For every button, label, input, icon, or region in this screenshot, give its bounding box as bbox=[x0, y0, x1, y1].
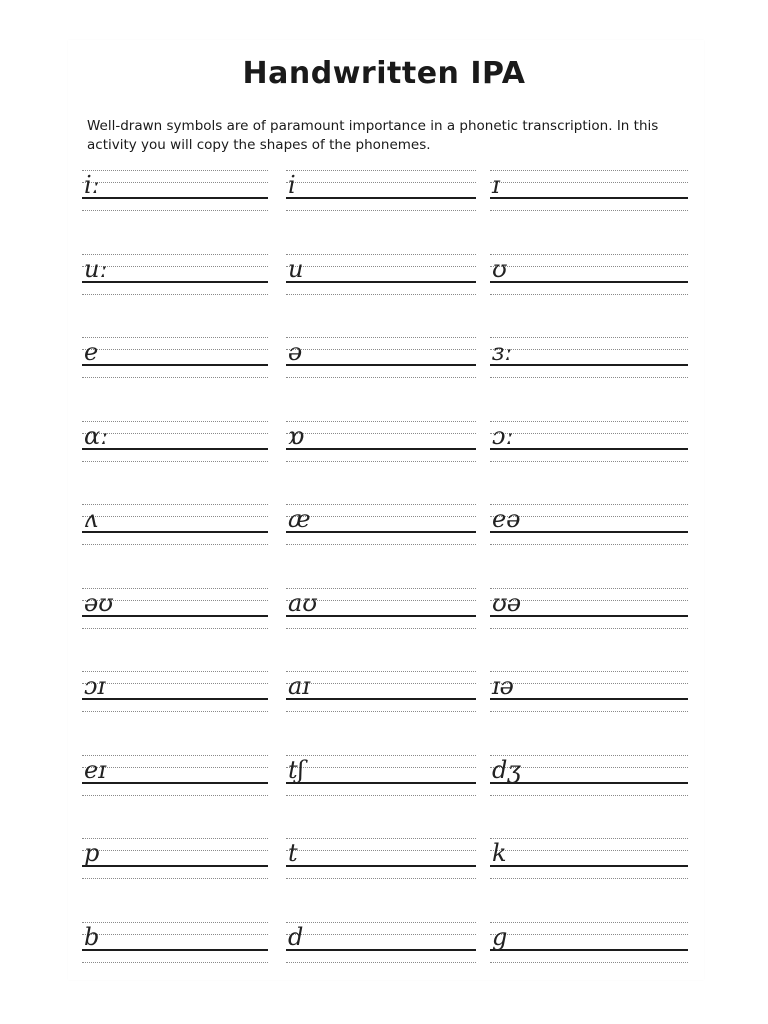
guide-line-mid bbox=[286, 349, 476, 350]
phoneme-symbol: u bbox=[288, 255, 304, 283]
phoneme-symbol: e bbox=[84, 338, 99, 366]
guide-line-bottom bbox=[286, 544, 476, 545]
phoneme-symbol: ɪ bbox=[492, 171, 500, 199]
guide-line-bottom bbox=[286, 294, 476, 295]
guide-line-bottom bbox=[82, 628, 268, 629]
guide-line-top bbox=[82, 922, 268, 923]
guide-line-mid bbox=[286, 182, 476, 183]
phoneme-cell bbox=[286, 254, 476, 298]
phoneme-symbol: uː bbox=[84, 255, 108, 283]
baseline bbox=[286, 698, 476, 700]
guide-line-bottom bbox=[286, 628, 476, 629]
guide-line-top bbox=[490, 170, 688, 171]
guide-line-bottom bbox=[286, 711, 476, 712]
phoneme-cell bbox=[82, 755, 268, 799]
baseline bbox=[286, 364, 476, 366]
guide-line-mid bbox=[82, 683, 268, 684]
phoneme-cell bbox=[490, 671, 688, 715]
baseline bbox=[82, 281, 268, 283]
phoneme-symbol: dʒ bbox=[492, 756, 521, 784]
guide-line-top bbox=[82, 421, 268, 422]
guide-line-mid bbox=[82, 349, 268, 350]
phoneme-symbol: aɪ bbox=[288, 672, 310, 700]
phoneme-cell bbox=[490, 337, 688, 381]
instructions-text: Well-drawn symbols are of paramount importance in a phonetic transcription. In this activity you will copy the shapes of the phonemes. bbox=[87, 118, 659, 153]
guide-line-bottom bbox=[490, 962, 688, 963]
phoneme-symbol: ɔɪ bbox=[84, 672, 106, 700]
guide-line-bottom bbox=[82, 210, 268, 211]
guide-line-bottom bbox=[82, 544, 268, 545]
phoneme-cell bbox=[82, 922, 268, 966]
phoneme-cell bbox=[490, 755, 688, 799]
baseline bbox=[490, 364, 688, 366]
guide-line-bottom bbox=[490, 210, 688, 211]
guide-line-mid bbox=[286, 850, 476, 851]
baseline bbox=[82, 197, 268, 199]
phoneme-symbol: tʃ bbox=[288, 756, 305, 784]
guide-line-bottom bbox=[82, 878, 268, 879]
guide-line-mid bbox=[286, 266, 476, 267]
phoneme-cell bbox=[82, 588, 268, 632]
guide-line-bottom bbox=[490, 377, 688, 378]
baseline bbox=[82, 448, 268, 450]
phoneme-symbol: d bbox=[288, 923, 304, 951]
phoneme-symbol: eə bbox=[492, 505, 521, 533]
guide-line-mid bbox=[490, 850, 688, 851]
guide-line-bottom bbox=[82, 294, 268, 295]
guide-line-top bbox=[82, 838, 268, 839]
baseline bbox=[490, 448, 688, 450]
guide-line-top bbox=[286, 671, 476, 672]
guide-line-mid bbox=[490, 934, 688, 935]
guide-line-mid bbox=[286, 683, 476, 684]
baseline bbox=[82, 364, 268, 366]
guide-line-top bbox=[286, 922, 476, 923]
guide-line-top bbox=[82, 755, 268, 756]
guide-line-top bbox=[490, 838, 688, 839]
guide-line-top bbox=[286, 838, 476, 839]
guide-line-mid bbox=[82, 266, 268, 267]
guide-line-mid bbox=[82, 934, 268, 935]
phoneme-cell bbox=[286, 838, 476, 882]
phoneme-symbol: g bbox=[492, 923, 508, 951]
phoneme-cell bbox=[82, 421, 268, 465]
guide-line-mid bbox=[490, 182, 688, 183]
baseline bbox=[490, 698, 688, 700]
guide-line-mid bbox=[286, 516, 476, 517]
phoneme-symbol: iː bbox=[84, 171, 100, 199]
phoneme-cell bbox=[82, 671, 268, 715]
phoneme-cell bbox=[82, 838, 268, 882]
guide-line-bottom bbox=[82, 711, 268, 712]
guide-line-top bbox=[286, 421, 476, 422]
phoneme-cell bbox=[286, 588, 476, 632]
guide-line-mid bbox=[286, 433, 476, 434]
phoneme-symbol: eɪ bbox=[84, 756, 106, 784]
guide-line-mid bbox=[490, 433, 688, 434]
guide-line-top bbox=[82, 254, 268, 255]
guide-line-bottom bbox=[82, 962, 268, 963]
baseline bbox=[286, 865, 476, 867]
phoneme-symbol: ʌ bbox=[84, 505, 98, 533]
baseline bbox=[286, 531, 476, 533]
guide-line-bottom bbox=[490, 628, 688, 629]
guide-line-top bbox=[286, 755, 476, 756]
phoneme-cell bbox=[286, 337, 476, 381]
phoneme-cell bbox=[286, 504, 476, 548]
phoneme-cell bbox=[490, 588, 688, 632]
guide-line-top bbox=[82, 337, 268, 338]
phoneme-cell bbox=[490, 170, 688, 214]
guide-line-top bbox=[286, 504, 476, 505]
phoneme-cell bbox=[82, 337, 268, 381]
phoneme-symbol: p bbox=[84, 839, 100, 867]
phoneme-cell bbox=[286, 421, 476, 465]
guide-line-bottom bbox=[82, 795, 268, 796]
guide-line-top bbox=[490, 421, 688, 422]
baseline bbox=[286, 782, 476, 784]
guide-line-top bbox=[286, 254, 476, 255]
guide-line-bottom bbox=[286, 962, 476, 963]
guide-line-mid bbox=[490, 349, 688, 350]
guide-line-bottom bbox=[490, 795, 688, 796]
guide-line-top bbox=[82, 170, 268, 171]
guide-line-bottom bbox=[286, 878, 476, 879]
baseline bbox=[490, 197, 688, 199]
guide-line-top bbox=[82, 504, 268, 505]
baseline bbox=[490, 949, 688, 951]
guide-line-top bbox=[286, 170, 476, 171]
baseline bbox=[286, 448, 476, 450]
phoneme-symbol: ʊə bbox=[492, 589, 522, 617]
guide-line-bottom bbox=[286, 461, 476, 462]
phoneme-cell bbox=[490, 254, 688, 298]
page-title: Handwritten IPA bbox=[242, 56, 526, 91]
phoneme-symbol: æ bbox=[288, 505, 311, 533]
guide-line-top bbox=[490, 254, 688, 255]
phoneme-cell bbox=[286, 671, 476, 715]
phoneme-symbol: ɔː bbox=[492, 422, 514, 450]
phoneme-symbol: ɒ bbox=[288, 422, 305, 450]
phoneme-symbol: i bbox=[288, 171, 296, 199]
phoneme-cell bbox=[490, 922, 688, 966]
baseline bbox=[82, 782, 268, 784]
phoneme-symbol: k bbox=[492, 839, 507, 867]
phoneme-cell bbox=[82, 504, 268, 548]
phoneme-symbol: aʊ bbox=[288, 589, 318, 617]
guide-line-mid bbox=[82, 182, 268, 183]
guide-line-mid bbox=[82, 433, 268, 434]
phoneme-cell bbox=[286, 922, 476, 966]
phoneme-symbol: ɑː bbox=[84, 422, 109, 450]
guide-line-bottom bbox=[490, 878, 688, 879]
phoneme-cell bbox=[286, 170, 476, 214]
baseline bbox=[286, 197, 476, 199]
phoneme-symbol: ɜː bbox=[492, 338, 513, 366]
phoneme-symbol: əʊ bbox=[84, 589, 114, 617]
phoneme-cell bbox=[490, 838, 688, 882]
baseline bbox=[490, 865, 688, 867]
baseline bbox=[286, 281, 476, 283]
guide-line-bottom bbox=[490, 544, 688, 545]
phoneme-symbol: ɪə bbox=[492, 672, 514, 700]
guide-line-top bbox=[82, 671, 268, 672]
guide-line-bottom bbox=[286, 795, 476, 796]
guide-line-bottom bbox=[490, 461, 688, 462]
guide-line-top bbox=[490, 337, 688, 338]
phoneme-cell bbox=[286, 755, 476, 799]
guide-line-top bbox=[490, 922, 688, 923]
guide-line-mid bbox=[82, 516, 268, 517]
phoneme-cell bbox=[82, 254, 268, 298]
guide-line-top bbox=[490, 671, 688, 672]
guide-line-bottom bbox=[82, 377, 268, 378]
guide-line-mid bbox=[286, 934, 476, 935]
baseline bbox=[286, 949, 476, 951]
phoneme-symbol: t bbox=[288, 839, 298, 867]
guide-line-mid bbox=[490, 683, 688, 684]
baseline bbox=[82, 698, 268, 700]
guide-line-bottom bbox=[286, 377, 476, 378]
guide-line-mid bbox=[82, 850, 268, 851]
phoneme-symbol: ə bbox=[288, 338, 303, 366]
guide-line-mid bbox=[286, 767, 476, 768]
phoneme-symbol: b bbox=[84, 923, 100, 951]
baseline bbox=[82, 531, 268, 533]
guide-line-bottom bbox=[82, 461, 268, 462]
guide-line-bottom bbox=[286, 210, 476, 211]
phoneme-symbol: ʊ bbox=[492, 255, 507, 283]
baseline bbox=[82, 949, 268, 951]
guide-line-bottom bbox=[490, 294, 688, 295]
phoneme-cell bbox=[490, 421, 688, 465]
guide-line-top bbox=[286, 337, 476, 338]
baseline bbox=[82, 865, 268, 867]
guide-line-bottom bbox=[490, 711, 688, 712]
phoneme-cell bbox=[490, 504, 688, 548]
guide-line-mid bbox=[490, 266, 688, 267]
guide-line-mid bbox=[82, 767, 268, 768]
phoneme-cell bbox=[82, 170, 268, 214]
baseline bbox=[490, 281, 688, 283]
